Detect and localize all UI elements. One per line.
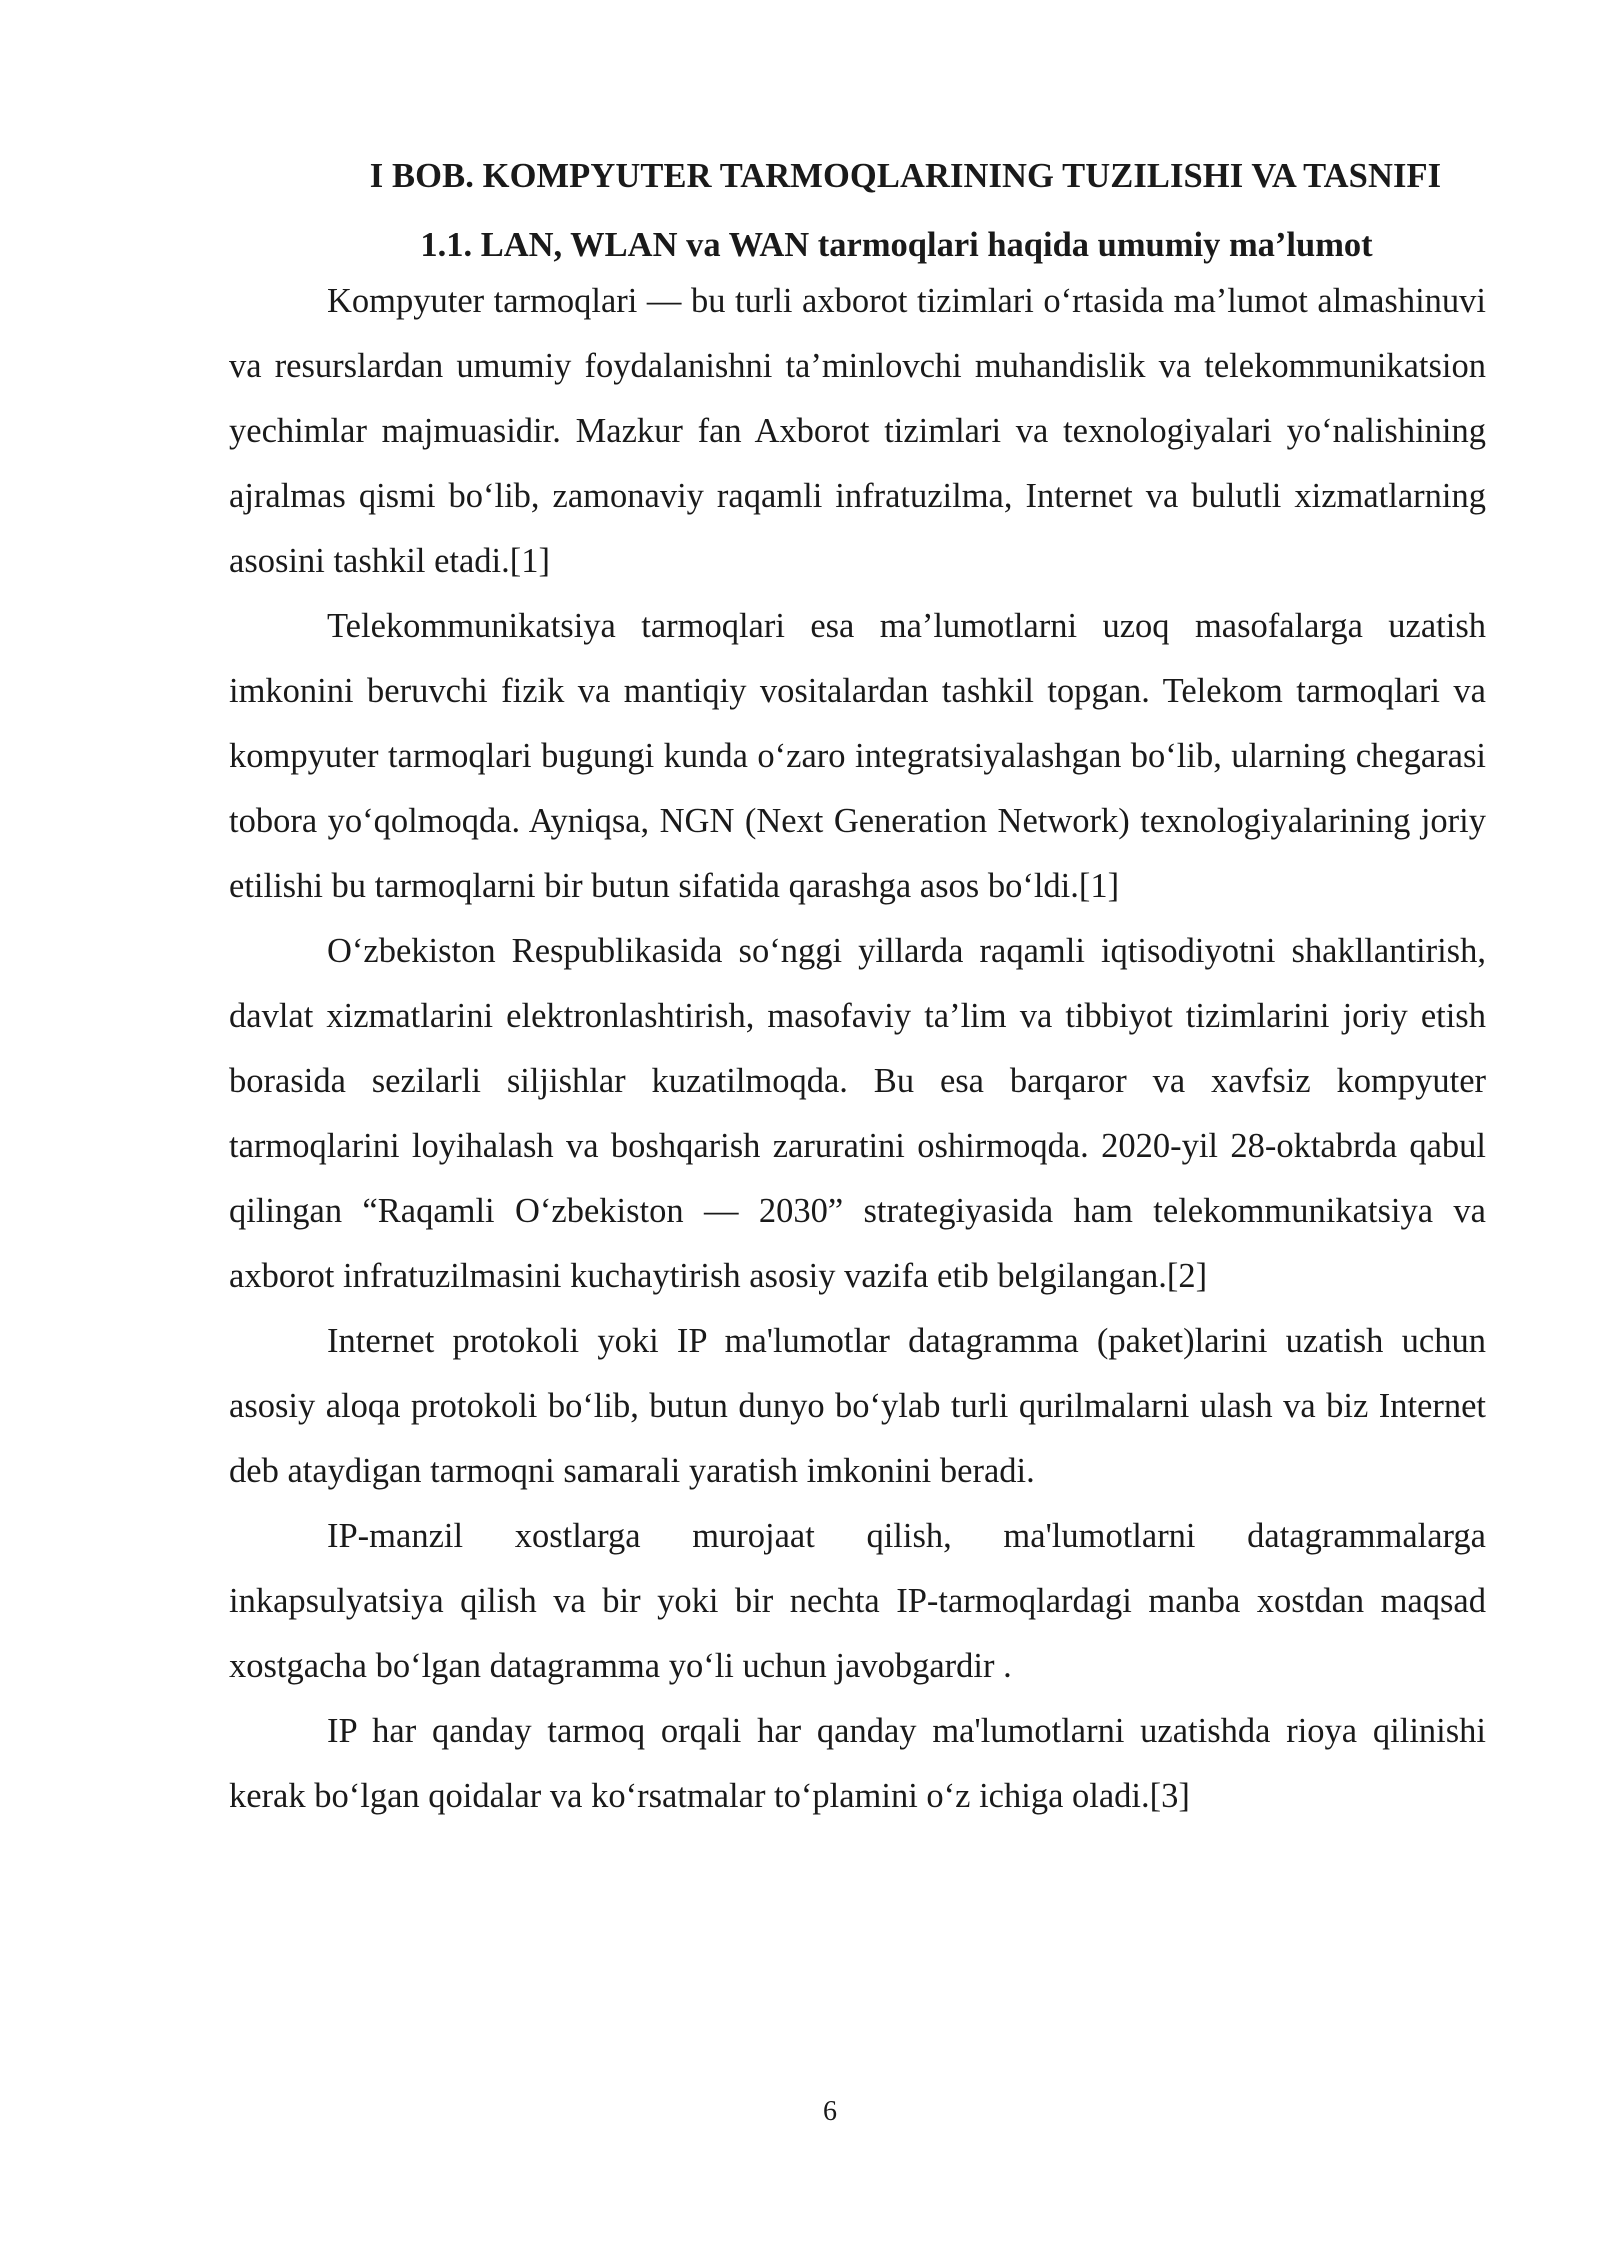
paragraph: Internet protokoli yoki IP ma'lumotlar datagramma (paket)larini uzatish uchun asosiy aloqa protokoli boʻlib, butun dunyo boʻylab turli qurilmalarni ulash va biz Internet deb ataydigan tarmoqni samarali yaratish imkonini beradi.: [229, 1322, 1486, 1490]
chapter-title: I BOB. KOMPYUTER TARMOQLARINING TUZILISHI VA TASNIFI: [369, 157, 1442, 195]
paragraph: Kompyuter tarmoqlari — bu turli axborot tizimlari oʻrtasida ma’lumot almashinuvi va resurslardan umumiy foydalanishni ta’minlovchi muhandislik va telekommunikatsion yechimlar majmuasidir. Mazkur fan Axborot tizimlari va texnologiyalari yoʻnalishining ajralmas qismi boʻlib, zamonaviy raqamli infratuzilma, Internet va bulutli xizmatlarning asosini tashkil etadi.[1]: [229, 282, 1486, 580]
paragraph: IP-manzil xostlarga murojaat qilish, ma'lumotlarni datagrammalarga inkapsulyatsiya qilish va bir yoki bir nechta IP-tarmoqlardagi manba xostdan maqsad xostgacha boʻlgan datagramma yoʻli uchun javobgardir .: [229, 1517, 1486, 1685]
page-content: [229, 152, 1486, 1829]
section-title: 1.1. LAN, WLAN va WAN tarmoqlari haqida umumiy ma’lumot: [420, 226, 1373, 264]
paragraph: IP har qanday tarmoq orqali har qanday ma'lumotlarni uzatishda rioya qilinishi kerak boʻlgan qoidalar va koʻrsatmalar toʻplamini oʻz ichiga oladi.[3]: [229, 1712, 1486, 1815]
page-number: 6: [823, 2096, 837, 2127]
paragraph: Oʻzbekiston Respublikasida soʻnggi yillarda raqamli iqtisodiyotni shakllantirish, davlat xizmatlarini elektronlashtirish, masofaviy ta’lim va tibbiyot tizimlarini joriy etish borasida sezilarli siljishlar kuzatilmoqda. Bu esa barqaror va xavfsiz kompyuter tarmoqlarini loyihalash va boshqarish zaruratini oshirmoqda. 2020-yil 28-oktabrda qabul qilingan “Raqamli Oʻzbekiston — 2030” strategiyasida ham telekommunikatsiya va axborot infratuzilmasini kuchaytirish asosiy vazifa etib belgilangan.[2]: [229, 932, 1486, 1295]
paragraph: Telekommunikatsiya tarmoqlari esa ma’lumotlarni uzoq masofalarga uzatish imkonini beruvchi fizik va mantiqiy vositalardan tashkil topgan. Telekom tarmoqlari va kompyuter tarmoqlari bugungi kunda oʻzaro integratsiyalashgan boʻlib, ularning chegarasi tobora yoʻqolmoqda. Ayniqsa, NGN (Next Generation Network) texnologiyalarining joriy etilishi bu tarmoqlarni bir butun sifatida qarashga asos boʻldi.[1]: [229, 607, 1486, 905]
